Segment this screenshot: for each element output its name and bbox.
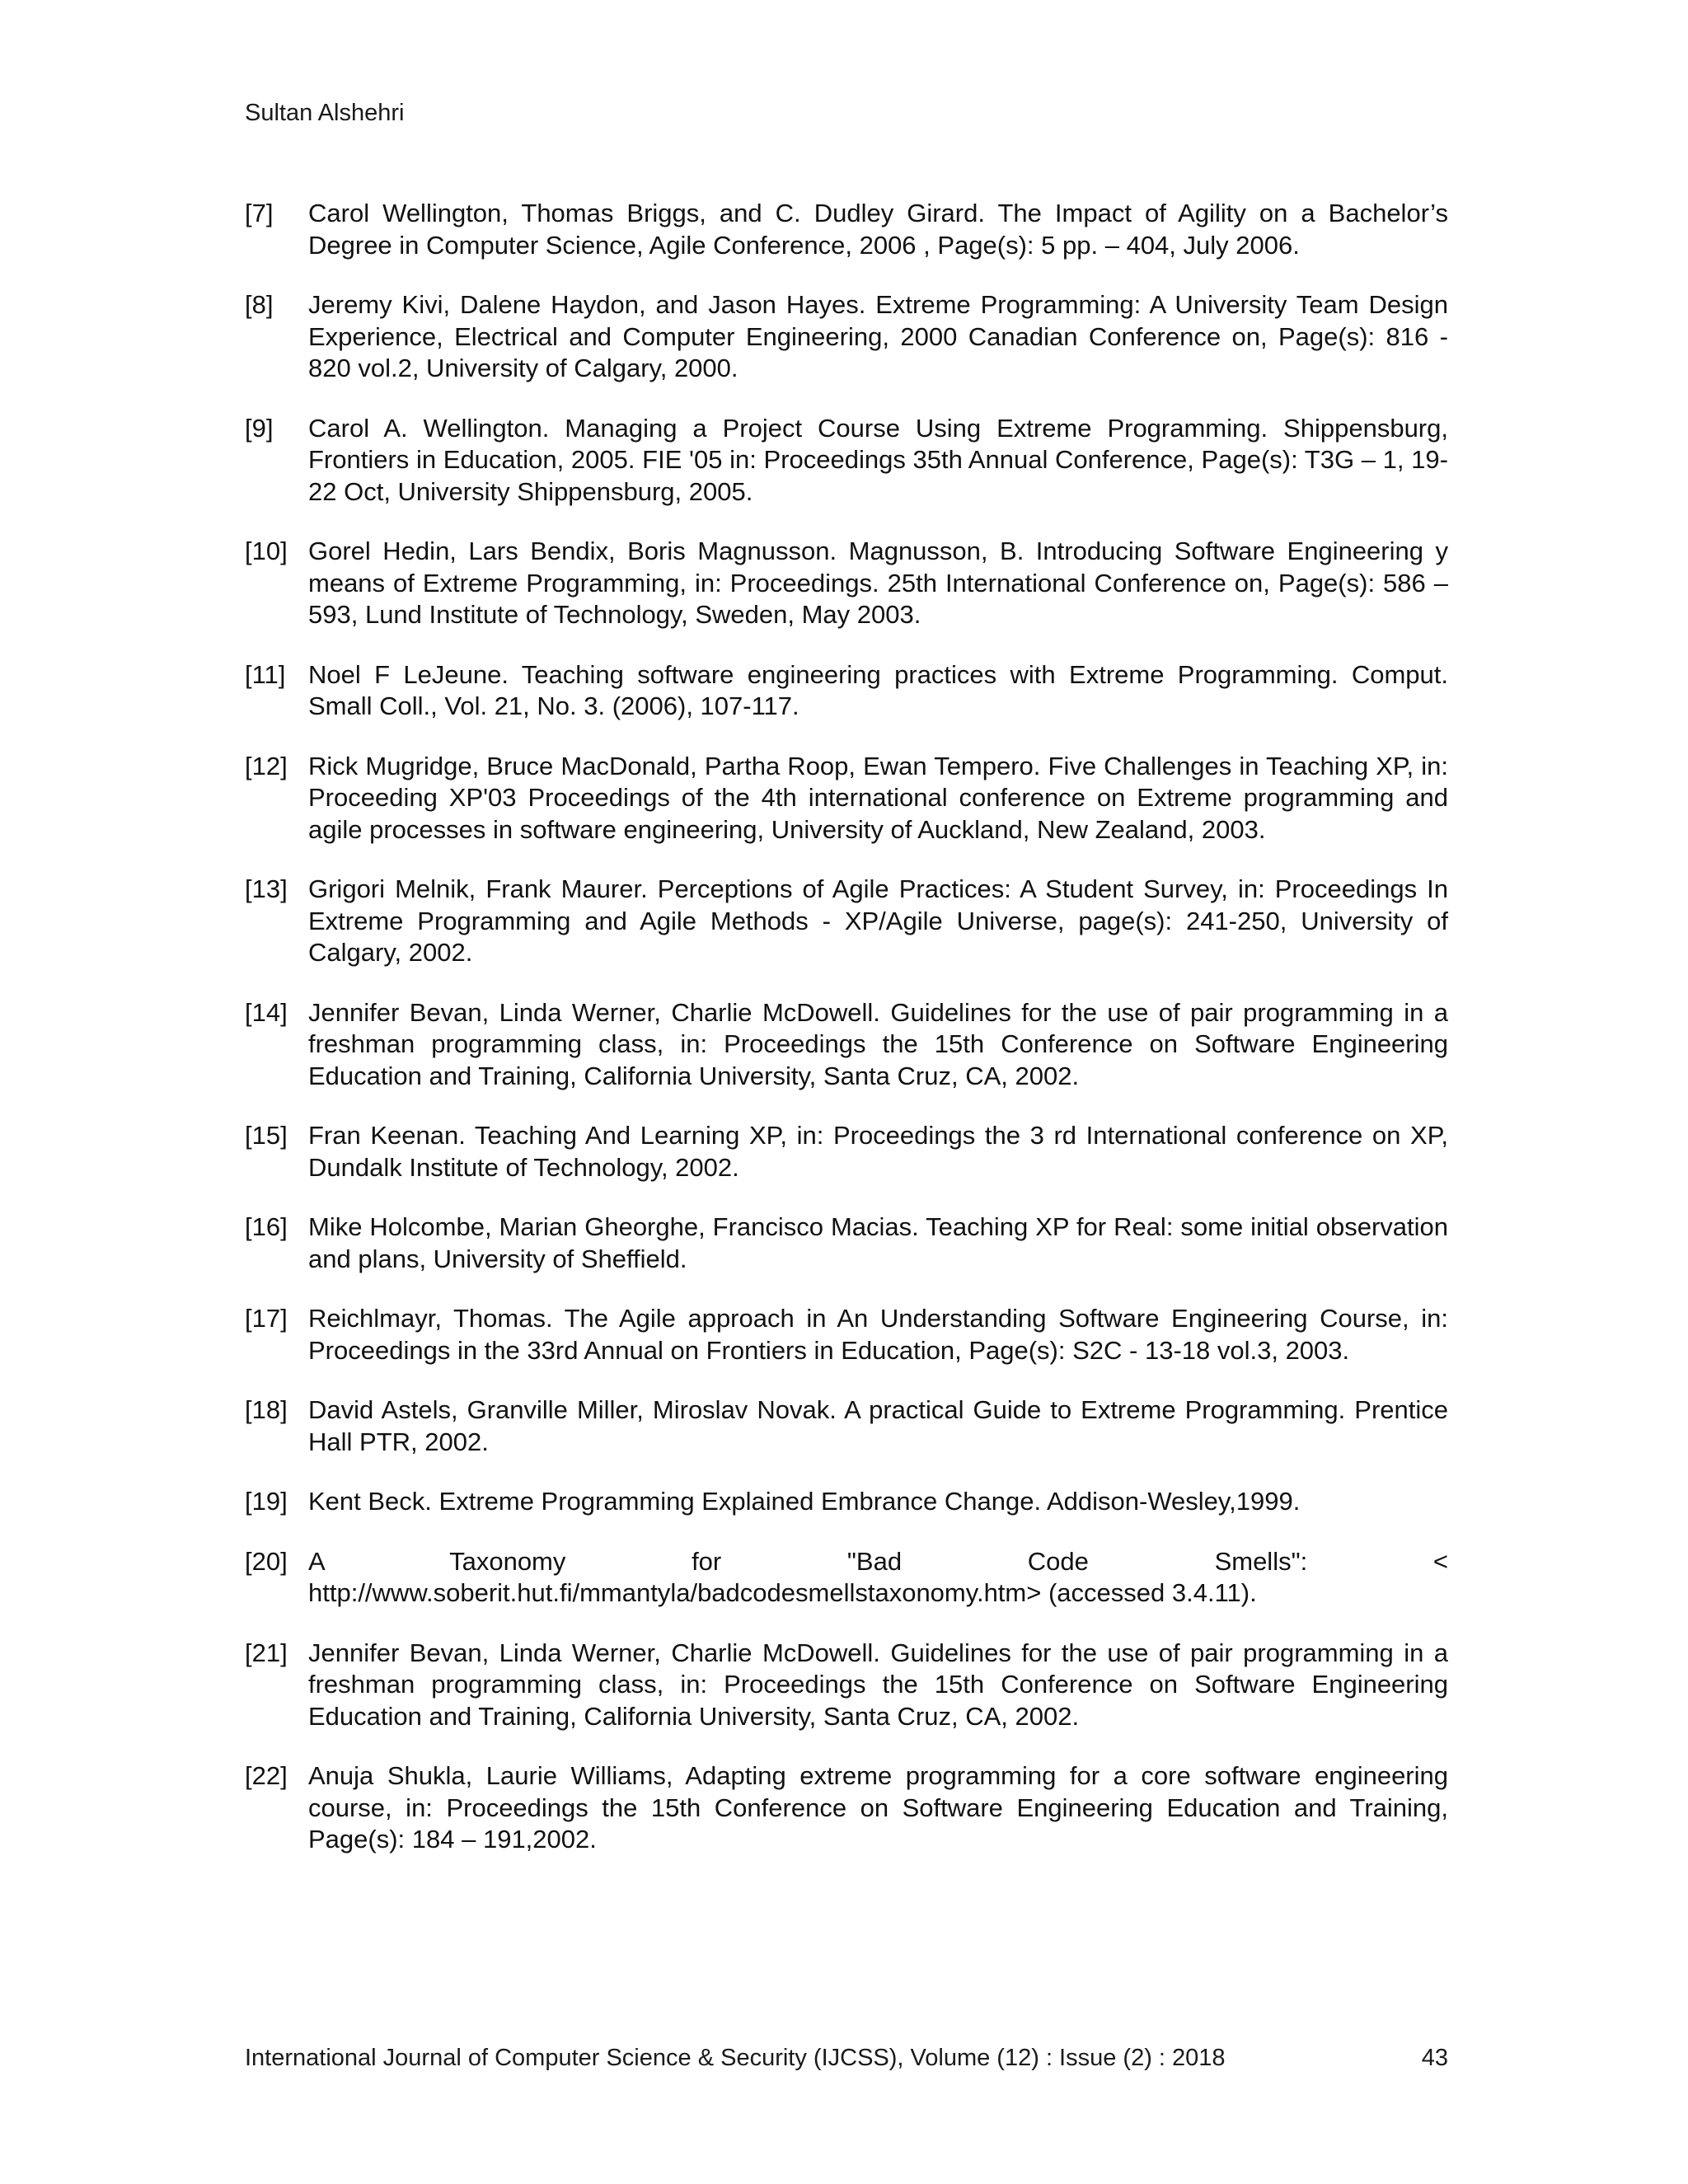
- reference-item-19: [245, 1486, 1448, 1518]
- reference-number: [8]: [245, 290, 274, 319]
- reference-text: Anuja Shukla, Laurie Williams, Adapting extreme programming for a core software engineering course, in: Proceedings the 15th Conference on Software Engineering Education and Training, Page(s): 184 – 191,2002.: [308, 1761, 1448, 1854]
- reference-item-9: [245, 413, 1448, 509]
- reference-text: David Astels, Granville Miller, Miroslav Novak. A practical Guide to Extreme Programming. Prentice Hall PTR, 2002.: [308, 1395, 1448, 1456]
- reference-item-8: [245, 289, 1448, 385]
- reference-text: Fran Keenan. Teaching And Learning XP, in: Proceedings the 3 rd International conference on XP, Dundalk Institute of Technology, 2002.: [308, 1121, 1448, 1182]
- reference-text: A Taxonomy for "Bad Code Smells": < http://www.soberit.hut.fi/mmantyla/badcodesmellstaxonomy.htm> (accessed 3.4.11).: [308, 1546, 1448, 1607]
- reference-text: Kent Beck. Extreme Programming Explained Embrance Change. Addison-Wesley,1999.: [308, 1487, 1301, 1516]
- reference-number: [21]: [245, 1638, 288, 1667]
- reference-item-16: [245, 1212, 1448, 1275]
- reference-item-14: [245, 997, 1448, 1093]
- reference-number: [13]: [245, 874, 288, 903]
- reference-number: [16]: [245, 1212, 288, 1241]
- running-header-author: Sultan Alshehri: [245, 100, 405, 126]
- reference-item-11: [245, 659, 1448, 723]
- reference-item-17: [245, 1303, 1448, 1366]
- reference-text: Mike Holcombe, Marian Gheorghe, Francisco Macias. Teaching XP for Real: some initial observation and plans, University of Sheffield.: [308, 1212, 1448, 1273]
- reference-text: Jennifer Bevan, Linda Werner, Charlie McDowell. Guidelines for the use of pair programming in a freshman programming class, in: Proceedings the 15th Conference on Software Engineering Education and Training, California University, Santa Cruz, CA, 2002.: [308, 1638, 1448, 1731]
- reference-text: Carol Wellington, Thomas Briggs, and C. Dudley Girard. The Impact of Agility on a Bachelor’s Degree in Computer Science, Agile Conference, 2006 , Page(s): 5 pp. – 404, July 2006.: [308, 199, 1448, 260]
- reference-number: [18]: [245, 1395, 288, 1424]
- reference-text: Jennifer Bevan, Linda Werner, Charlie McDowell. Guidelines for the use of pair programming in a freshman programming class, in: Proceedings the 15th Conference on Software Engineering Education and Training, California University, Santa Cruz, CA, 2002.: [308, 997, 1448, 1090]
- reference-number: [22]: [245, 1761, 288, 1790]
- reference-item-7: [245, 198, 1448, 261]
- reference-item-15: [245, 1120, 1448, 1183]
- reference-text: Gorel Hedin, Lars Bendix, Boris Magnusson. Magnusson, B. Introducing Software Engineering y means of Extreme Programming, in: Proceedings. 25th International Conference on, Page(s): 586 – 593, Lund Institute of Technology, Sweden, May 2003.: [308, 537, 1448, 629]
- reference-text: Carol A. Wellington. Managing a Project Course Using Extreme Programming. Shippensburg, Frontiers in Education, 2005. FIE '05 in: Proceedings 35th Annual Conference, Page(s): T3G – 1, 19-22 Oct, University Shippensburg, 2005.: [308, 413, 1448, 506]
- reference-text: Jeremy Kivi, Dalene Haydon, and Jason Hayes. Extreme Programming: A University Team Design Experience, Electrical and Computer Engineering, 2000 Canadian Conference on, Page(s): 816 - 820 vol.2, University of Calgary, 2000.: [308, 290, 1448, 382]
- reference-text: Rick Mugridge, Bruce MacDonald, Partha Roop, Ewan Tempero. Five Challenges in Teaching XP, in: Proceeding XP'03 Proceedings of the 4th international conference on Extreme programming and agile processes in software engineering, University of Auckland, New Zealand, 2003.: [308, 751, 1448, 844]
- reference-item-13: [245, 874, 1448, 969]
- reference-number: [17]: [245, 1304, 288, 1333]
- reference-number: [15]: [245, 1121, 288, 1150]
- reference-text: Grigori Melnik, Frank Maurer. Perceptions of Agile Practices: A Student Survey, in: Proceedings In Extreme Programming and Agile Methods - XP/Agile Universe, page(s): 241-250, University of Calgary, 2002.: [308, 874, 1448, 967]
- reference-number: [12]: [245, 751, 288, 780]
- reference-item-10: [245, 536, 1448, 631]
- reference-number: [20]: [245, 1546, 288, 1576]
- reference-item-20: [245, 1546, 1448, 1610]
- reference-number: [9]: [245, 413, 274, 443]
- reference-number: [7]: [245, 199, 274, 227]
- reference-list: [245, 198, 1448, 1884]
- reference-text: Noel F LeJeune. Teaching software engineering practices with Extreme Programming. Comput. Small Coll., Vol. 21, No. 3. (2006), 107-117.: [308, 659, 1448, 720]
- footer-journal-info: International Journal of Computer Science & Security (IJCSS), Volume (12) : Issue (2) : 2018: [245, 2045, 1226, 2071]
- reference-item-12: [245, 751, 1448, 846]
- reference-number: [19]: [245, 1487, 288, 1516]
- reference-item-22: [245, 1760, 1448, 1856]
- reference-number: [10]: [245, 537, 288, 565]
- reference-item-18: [245, 1394, 1448, 1458]
- reference-number: [14]: [245, 997, 288, 1027]
- reference-number: [11]: [245, 659, 286, 689]
- reference-item-21: [245, 1638, 1448, 1733]
- page-number: 43: [1421, 2045, 1448, 2071]
- reference-text: Reichlmayr, Thomas. The Agile approach in An Understanding Software Engineering Course, in: Proceedings in the 33rd Annual on Frontiers in Education, Page(s): S2C - 13-18 vol.3, 2003.: [308, 1304, 1448, 1365]
